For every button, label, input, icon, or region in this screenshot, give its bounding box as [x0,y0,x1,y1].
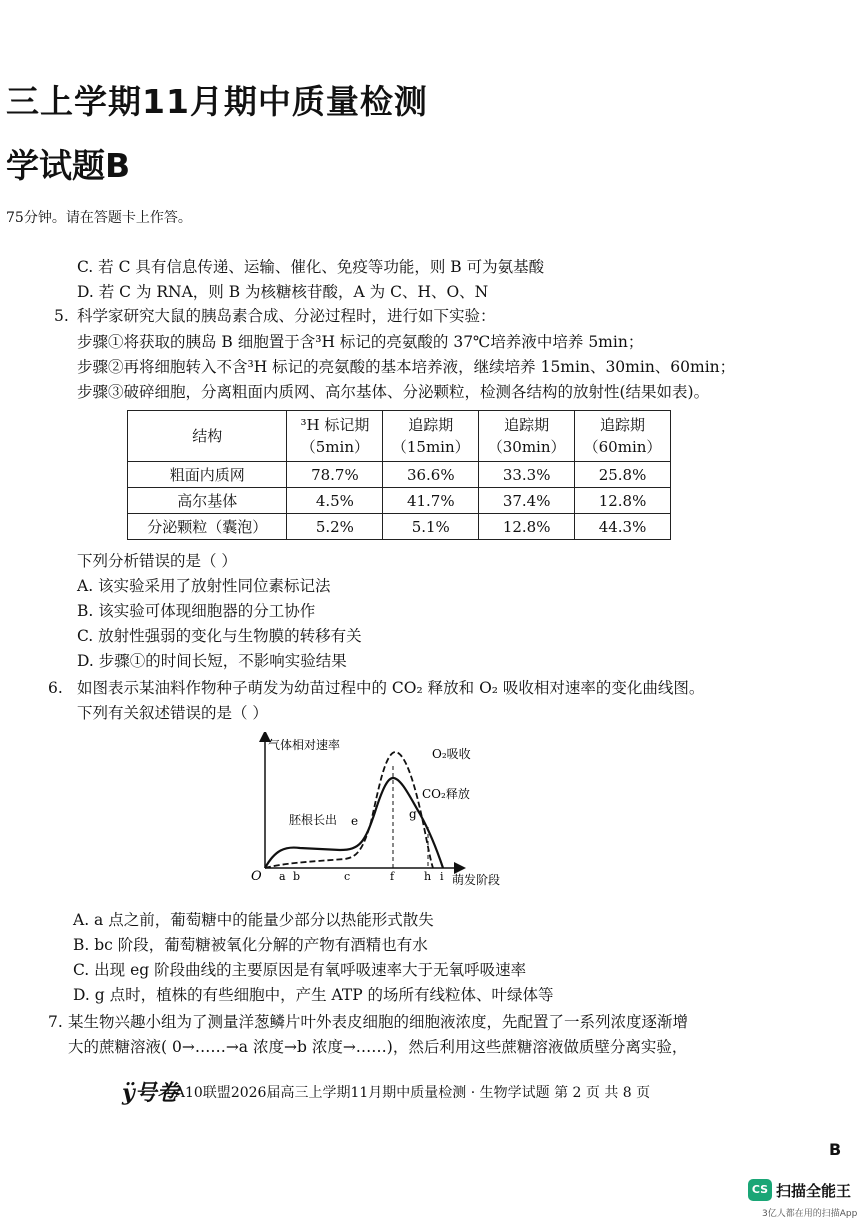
q5-option-b: B. 该实验可体现细胞器的分工协作 [77,602,316,620]
table-cell: 25.8% [575,462,671,488]
q5-option-c: C. 放射性强弱的变化与生物膜的转移有关 [77,627,362,645]
table-cell: 分泌颗粒（囊泡） [128,514,287,540]
scanner-name: 扫描全能王 [776,1182,852,1200]
radicle-annotation: 胚根长出 [289,813,338,827]
page-title: 三上学期11月期中质量检测 [6,82,428,121]
page-footer: · A10联盟2026届高三上学期11月期中质量检测 · 生物学试题 第 2 页 共 8 页 [166,1085,651,1101]
exam-note: 75分钟。请在答题卡上作答。 [6,210,192,226]
table-cell: 41.7% [383,488,479,514]
q6-option-a: A. a 点之前，葡萄糖中的能量少部分以热能形式散失 [73,911,434,929]
q5-option-a: A. 该实验采用了放射性同位素标记法 [77,577,331,595]
respiration-curve-figure [245,732,525,892]
table-cell: 37.4% [479,488,575,514]
table-row [128,488,671,514]
q5-step2: 步骤②再将细胞转入不含³H 标记的亮氨酸的基本培养液，继续培养 15min、30min、60min； [77,358,736,376]
table-cell: 4.5% [287,488,383,514]
q5-stem: 科学家研究大鼠的胰岛素合成、分泌过程时，进行如下实验： [77,307,496,325]
tick-b: b [293,870,301,883]
q6-option-b: B. bc 阶段，葡萄糖被氧化分解的产物有酒精也有水 [73,936,428,954]
origin-label: O [251,869,262,884]
q5-step3: 步骤③破碎细胞，分离粗面内质网、高尔基体、分泌颗粒，检测各结构的放射性(结果如表)。 [77,383,710,401]
publisher-logo: ÿ号卷 [122,1080,179,1106]
q6-option-d: D. g 点时，植株的有些细胞中，产生 ATP 的场所有线粒体、叶绿体等 [73,986,554,1004]
table-header: 结构 [128,411,287,462]
tick-a: a [279,870,286,883]
q4-option-d: D. 若 C 为 RNA，则 B 为核糖核苷酸，A 为 C、H、O、N [77,283,489,301]
o2-label: O₂吸收 [432,747,471,761]
table-cell: 高尔基体 [128,488,287,514]
co2-label: CO₂释放 [422,787,470,801]
version-marker: B [829,1140,842,1159]
table-header: 追踪期 （30min） [479,411,575,462]
table-cell: 36.6% [383,462,479,488]
q6-question: 下列有关叙述错误的是（ ） [77,704,268,722]
table-cell: 5.1% [383,514,479,540]
table-row [128,462,671,488]
q5-number: 5. [54,307,69,325]
tick-c: c [344,870,351,883]
q6-number: 6. [48,679,63,697]
tick-h: h [424,870,432,883]
scanner-tagline: 3亿人都在用的扫描App [762,1209,858,1219]
q7-line2: 大的蔗糖溶液( 0→……→a 浓度→b 浓度→……)，然后利用这些蔗糖溶液做质壁分离实验， [68,1038,688,1056]
q5-step1: 步骤①将获取的胰岛 B 细胞置于含³H 标记的亮氨酸的 37℃培养液中培养 5min； [77,333,644,351]
table-header-row [128,411,671,462]
scanner-logo-icon: CS [748,1179,772,1201]
table-cell: 5.2% [287,514,383,540]
table-cell: 12.8% [575,488,671,514]
table-cell: 44.3% [575,514,671,540]
tick-i: i [440,870,444,883]
o2-absorption-curve [265,752,433,868]
table-row [128,514,671,540]
q6-option-c: C. 出现 eg 阶段曲线的主要原因是有氧呼吸速率大于无氧呼吸速率 [73,961,527,979]
x-axis-label: 萌发阶段 [452,873,501,887]
table-cell: 粗面内质网 [128,462,287,488]
q7-number: 7. [48,1013,63,1031]
tick-f: f [390,870,395,883]
radioactivity-table [127,410,671,540]
point-e-label: e [351,814,359,828]
point-g-label: g [409,807,417,821]
q6-stem: 如图表示某油料作物种子萌发为幼苗过程中的 CO₂ 释放和 O₂ 吸收相对速率的变化曲线图。 [77,679,705,697]
q5-option-d: D. 步骤①的时间长短，不影响实验结果 [77,652,347,670]
q5-question: 下列分析错误的是（ ） [77,552,237,570]
q7-line1: 某生物兴趣小组为了测量洋葱鳞片叶外表皮细胞的细胞液浓度，先配置了一系列浓度逐渐增 [68,1013,689,1031]
table-header: 追踪期 （60min） [575,411,671,462]
table-header: 追踪期 （15min） [383,411,479,462]
table-cell: 78.7% [287,462,383,488]
table-cell: 12.8% [479,514,575,540]
y-axis-label: 气体相对速率 [268,738,341,752]
q4-option-c: C. 若 C 具有信息传递、运输、催化、免疫等功能，则 B 可为氨基酸 [77,258,545,276]
table-cell: 33.3% [479,462,575,488]
table-header: ³H 标记期 （5min） [287,411,383,462]
page-subtitle: 学试题B [6,146,131,185]
